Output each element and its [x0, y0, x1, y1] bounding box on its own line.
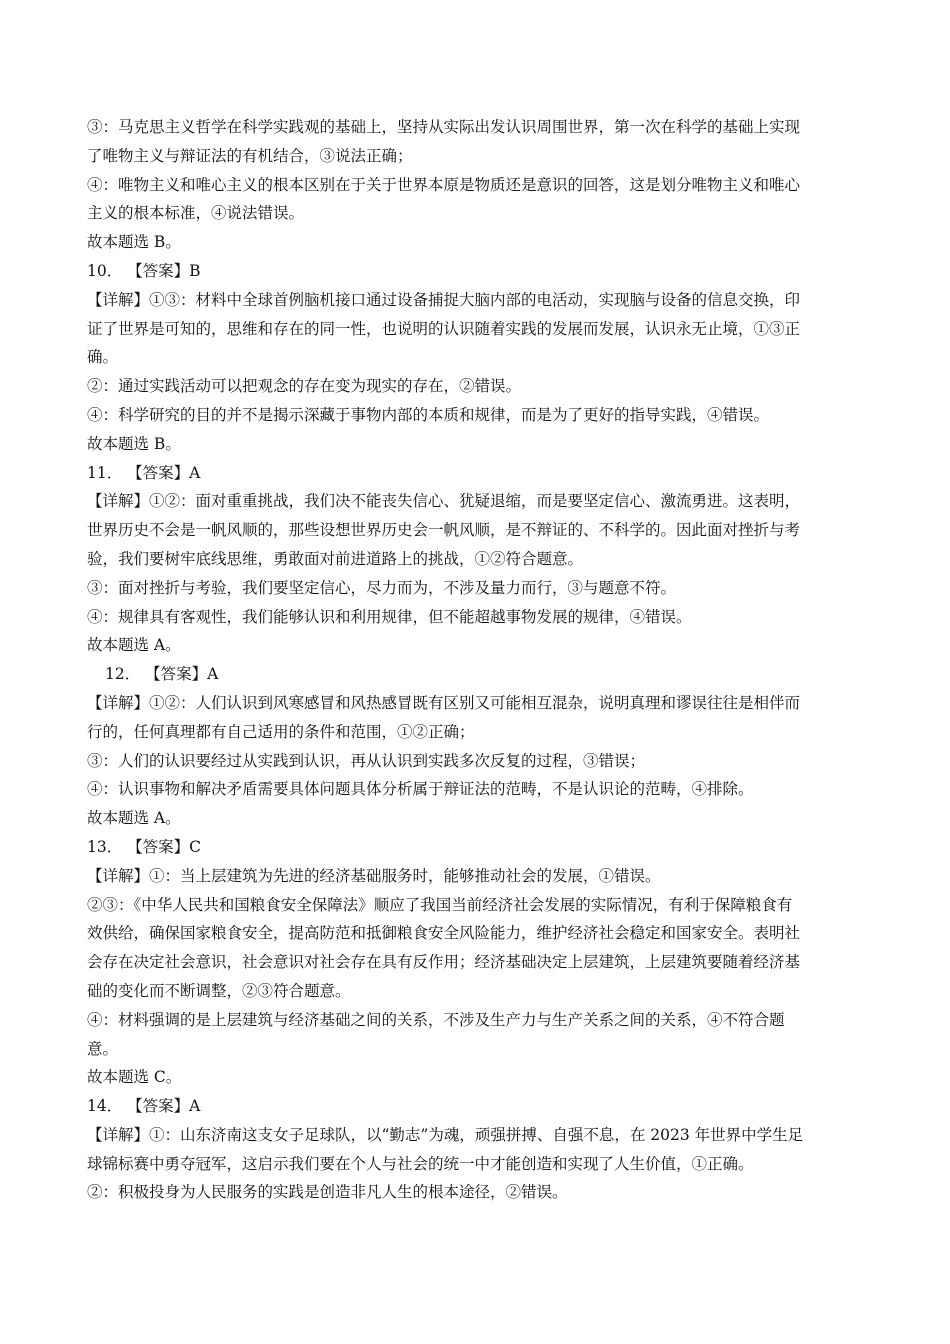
text-line: 效供给，确保国家粮食安全，提高防范和抵御粮食安全风险能力，维护经济社会稳定和国家安全。表明社	[87, 924, 801, 943]
text-line: ③：人们的认识要经过从实践到认识，再从认识到实践多次反复的过程，③错误；	[87, 751, 646, 770]
text-line: ④：规律具有客观性，我们能够认识和利用规律，但不能超越事物发展的规律，④错误。	[87, 607, 692, 626]
text-line: 确。	[87, 348, 119, 367]
text-line: ②：积极投身为人民服务的实践是创造非凡人生的根本途径，②错误。	[87, 1183, 568, 1202]
text-line: 证了世界是可知的，思维和存在的同一性，也说明的认识随着实践的发展而发展，认识永无止境，①③正	[87, 319, 801, 338]
conclusion-line: 故本题选 B。	[87, 233, 181, 252]
text-line: ④：科学研究的目的并不是揭示深藏于事物内部的本质和规律，而是为了更好的指导实践，④错误。	[87, 405, 770, 424]
answer-heading-12: 12． 【答案】A	[105, 665, 219, 684]
text-line: 世界历史不会是一帆风顺的，那些设想世界历史会一帆风顺，是不辩证的、不科学的。因此面对挫折与考	[87, 521, 801, 540]
text-line: 【详解】①②：面对重重挑战，我们决不能丧失信心、犹疑退缩，而是要坚定信心、激流勇进。这表明，	[87, 492, 801, 511]
conclusion-line: 故本题选 B。	[87, 434, 181, 453]
text-line: ④：材料强调的是上层建筑与经济基础之间的关系，不涉及生产力与生产关系之间的关系，④不符合题	[87, 1010, 785, 1029]
text-line: ④：唯物主义和唯心主义的根本区别在于关于世界本原是物质还是意识的回答，这是划分唯物主义和唯心	[87, 175, 801, 194]
text-line: 球锦标赛中勇夺冠军，这启示我们要在个人与社会的统一中才能创造和实现了人生价值，①正确。	[87, 1154, 754, 1173]
text-line: 了唯物主义与辩证法的有机结合，③说法正确；	[87, 146, 413, 165]
text-line: ③：面对挫折与考验，我们要坚定信心，尽力而为，不涉及量力而行，③与题意不符。	[87, 578, 677, 597]
conclusion-line: 故本题选 A。	[87, 636, 181, 655]
text-line: 【详解】①②：人们认识到风寒感冒和风热感冒既有区别又可能相互混杂，说明真理和谬误往往是相伴而	[87, 693, 801, 712]
text-line: 验，我们要树牢底线思维，勇敢面对前进道路上的挑战，①②符合题意。	[87, 549, 584, 568]
text-line: 会存在决定社会意识，社会意识对社会存在具有反作用；经济基础决定上层建筑，上层建筑要随着经济基	[87, 953, 801, 972]
answer-explanations	[87, 113, 867, 1207]
text-line: ③：马克思主义哲学在科学实践观的基础上，坚持从实际出发认识周围世界，第一次在科学的基础上实现	[87, 118, 801, 136]
answer-heading-10: 10． 【答案】B	[87, 261, 201, 280]
text-line: 【详解】①：山东济南这支女子足球队，以“勤志”为魂，顽强拼搏、自强不息，在 2023 年世界中学生足	[87, 1125, 804, 1144]
conclusion-line: 故本题选 A。	[87, 809, 181, 828]
text-line: 础的变化而不断调整，②③符合题意。	[87, 981, 351, 1000]
text-line: 主义的根本标准，④说法错误。	[87, 204, 305, 223]
answer-heading-14: 14． 【答案】A	[87, 1097, 201, 1116]
answer-heading-13: 13． 【答案】C	[87, 837, 202, 856]
text-line: 【详解】①：当上层建筑为先进的经济基础服务时，能够推动社会的发展，①错误。	[87, 866, 661, 885]
conclusion-line: 故本题选 C。	[87, 1068, 182, 1087]
text-line: ②③：《中华人民共和国粮食安全保障法》顺应了我国当前经济社会发展的实际情况，有利于保障粮食有	[87, 895, 793, 914]
text-line: 意。	[87, 1039, 119, 1058]
text-line: 【详解】①③：材料中全球首例脑机接口通过设备捕捉大脑内部的电活动，实现脑与设备的信息交换，印	[87, 290, 801, 309]
text-line: 行的，任何真理都有自己适用的条件和范围，①②正确；	[87, 722, 475, 741]
answer-heading-11: 11． 【答案】A	[87, 463, 201, 482]
text-line: ②：通过实践活动可以把观念的存在变为现实的存在，②错误。	[87, 377, 522, 396]
text-line: ④：认识事物和解决矛盾需要具体问题具体分析属于辩证法的范畴，不是认识论的范畴，④排除。	[87, 780, 754, 799]
